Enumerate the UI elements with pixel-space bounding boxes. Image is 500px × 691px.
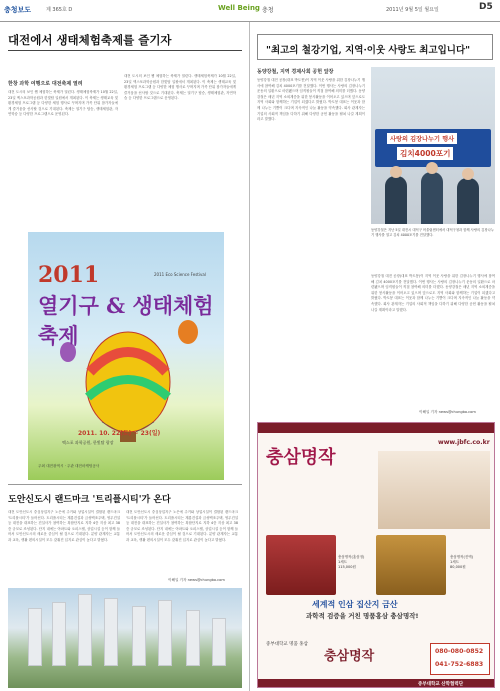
banner-line1: 사랑의 김장나누기 행사 [387, 133, 457, 144]
article1-body-col1: 대전 도시의 보인 쌤 체험하는 축제가 열린다. 생태체험축제가 10월 22일, 23일 엑스포과학공원과 한빛탑 일원에서 개최된다. 이 축제는 생태교육 및 환경체험 프로그램 등 다양한 체험 행사로 꾸며지며 가족 단위 참가자들에게 즐거움을 선사할 것으로 기대된다. 축제는 열기구 탑승, 생태체험관, 자연학습 등 다양한 프로그램으로 운영된다. [8, 90, 118, 117]
article2-headline: 도안신도시 랜드마크 '트리플시티'가 온다 [8, 495, 171, 505]
ad-product-photo [378, 451, 490, 529]
ad-footer-text: 중부대학교 산학협력단 [418, 682, 464, 687]
product1-price: 충삼명작(홍삼정) 1세트 115,000원 [338, 555, 365, 569]
building [78, 594, 92, 666]
product2-price: 충삼명작(진액) 1세트 80,000원 [450, 555, 474, 569]
poster-venue: 엑스포 과학공원, 한빛탑 광장 [62, 440, 114, 445]
person [385, 176, 407, 224]
ad-url-link[interactable]: www.jbfc.co.kr [438, 439, 490, 446]
building [158, 600, 172, 666]
article2-body-col2: 대전 도안신도시 중심상업지구 노은에 주거와 상업시설이 결합된 랜드마크 '트리플시티'가 들어선다. 트리플시티는 계룡건설과 금성백조주택, 영무건설 등 대전을 대표하는 건설사가 참여하는 복합단지로 지하 4층 지상 최고 38층 규모로 조성된다. 단지 내에는 아파트와 오피스텔, 상업시설 등이 함께 들어서 도안신도시의 새로운 중심이 될 것으로 기대된다. 분양 관계자는 교통과 교육, 생활 편의시설이 모두 갖춰진 입지로 관심이 높다고 밝혔다. [126, 510, 238, 542]
building [212, 618, 226, 666]
person [421, 172, 443, 224]
ad-headline: 세계적 인삼 집산지 금산 [312, 600, 398, 609]
article3-byline: 이해일 기자 news@chungbo.com [419, 410, 476, 414]
page-header [0, 0, 500, 22]
region-label: 충청 [262, 7, 274, 14]
ad-subline: 과학적 검증을 거친 명품홍삼 충삼명작! [306, 612, 419, 620]
issue-number: 제 365호 D [46, 7, 73, 13]
ad-top-bar [258, 423, 495, 433]
poster-title: 열기구 & 생태체험축제 [38, 293, 214, 348]
poster-dates: 2011. 10. 22(토) ~ 23(일) [78, 430, 161, 437]
ad-phone2[interactable]: 041-752-6883 [435, 661, 484, 668]
ginseng-advertisement[interactable] [257, 422, 495, 688]
ad-phone-box [430, 643, 490, 675]
ceremony-photo [371, 67, 495, 224]
section-tag: Well Being [218, 4, 260, 12]
ad-footer-bar [258, 679, 495, 688]
poster-host: 주최 대전광역시 · 주관 대전마케팅공사 [38, 464, 100, 468]
product-box-gold [376, 535, 446, 595]
building [28, 608, 42, 666]
building [104, 598, 118, 666]
article2-body-col1: 대전 도안신도시 중심상업지구 노은에 주거와 상업시설이 결합된 랜드마크 '트리플시티'가 들어선다. 트리플시티는 계룡건설과 금성백조주택, 영무건설 등 대전을 대표하는 건설사가 참여하는 복합단지로 지하 4층 지상 최고 38층 규모로 조성된다. 단지 내에는 아파트와 오피스텔, 상업시설 등이 함께 들어서 도안신도시의 새로운 중심이 될 것으로 기대된다. 분양 관계자는 교통과 교육, 생활 편의시설이 모두 갖춰진 입지로 관심이 높다고 밝혔다. [8, 510, 120, 542]
issue-date: 2011년 9월 5일 월요일 [386, 7, 439, 13]
article2-byline: 이해일 기자 news@chungbo.com [168, 578, 225, 582]
poster-year: 2011 [38, 262, 100, 288]
ad-logo: 충삼명작 [266, 447, 336, 468]
right-column [251, 22, 500, 691]
ad-brand: 충삼명작 [324, 649, 375, 664]
article3-body-col2: 동양강철 대전 공장(대표 박도봉)이 지역 이웃 사랑을 위한 김장나누기 행사에 참여해 김치 4000포기를 전달했다. 이번 행사는 사랑의 김장나누기 운동의 일환으로 마련됐으며 임직원들이 직접 참여해 의미를 더했다. 동양강철은 매년 지역 소외계층을 위한 봉사활동을 이어오고 있으며 앞으로도 지역 사회와 함께하는 기업이 되겠다고 밝혔다. 박도봉 대표는 이웃과 함께 나누는 기쁨이 크다며 지속적인 나눔 활동을 약속했다. 회사 관계자는 기업의 사회적 책임을 다하기 위해 다양한 공헌 활동을 펼쳐 나갈 계획이라고 말했다. [371, 274, 495, 312]
page-number: D5 [479, 2, 493, 12]
festival-poster [28, 232, 224, 480]
article1-body-col2: 대전 도시의 보인 쌤 체험하는 축제가 열린다. 생태체험축제가 10월 22일, 23일 엑스포과학공원과 한빛탑 일원에서 개최된다. 이 축제는 생태교육 및 환경체험 프로그램 등 다양한 체험 행사로 꾸며지며 가족 단위 참가자들에게 즐거움을 선사할 것으로 기대된다. 축제는 열기구 탑승, 생태체험관, 자연학습 등 다양한 프로그램으로 운영된다. [124, 74, 236, 101]
poster-english-title: 2011 Eco Science Festival [154, 272, 206, 277]
quote-headline-box [257, 34, 493, 60]
ad-university: 중부대학교 명품 홍삼 [266, 642, 308, 647]
building [52, 602, 66, 666]
triple-city-rendering [8, 588, 242, 688]
banner-line2: 김치4000포기 [397, 147, 453, 160]
person [457, 178, 479, 224]
left-column [0, 22, 250, 691]
building [132, 606, 146, 666]
ad-phone1[interactable]: 080-080-0852 [435, 648, 484, 655]
article1-headline: 대전에서 생태체험축제를 즐기자 [8, 33, 172, 47]
masthead: 충청보도 [4, 6, 32, 14]
building [186, 610, 200, 666]
rule [8, 50, 242, 51]
divider [8, 484, 242, 485]
article3-subhead: 동양강철, 지역 경제사회 공헌 앞장 [257, 69, 334, 75]
product-box-red [266, 535, 336, 595]
article3-body-col1: 동양강철 대전 공장(대표 박도봉)이 지역 이웃 사랑을 위한 김장나누기 행사에 참여해 김치 4000포기를 전달했다. 이번 행사는 사랑의 김장나누기 운동의 일환으로 마련됐으며 임직원들이 직접 참여해 의미를 더했다. 동양강철은 매년 지역 소외계층을 위한 봉사활동을 이어오고 있으며 앞으로도 지역 사회와 함께하는 기업이 되겠다고 밝혔다. 박도봉 대표는 이웃과 함께 나누는 기쁨이 크다며 지속적인 나눔 활동을 약속했다. 회사 관계자는 기업의 사회적 책임을 다하기 위해 다양한 공헌 활동을 펼쳐 나갈 계획이라고 말했다. [257, 78, 365, 122]
article3-headline: "최고의 철강기업, 지역·이웃 사랑도 최고입니다" [266, 45, 471, 56]
article1-subhead: 한창 과학 여행으로 대전축제 열려 [8, 81, 83, 87]
ceremony-caption: 동양강철은 지난 5일 대전시 대덕구 어울림센터에서 대덕구청과 함께 사랑의 김장나누기 행사를 열고 김치 4000포기를 전달했다. [371, 228, 494, 237]
